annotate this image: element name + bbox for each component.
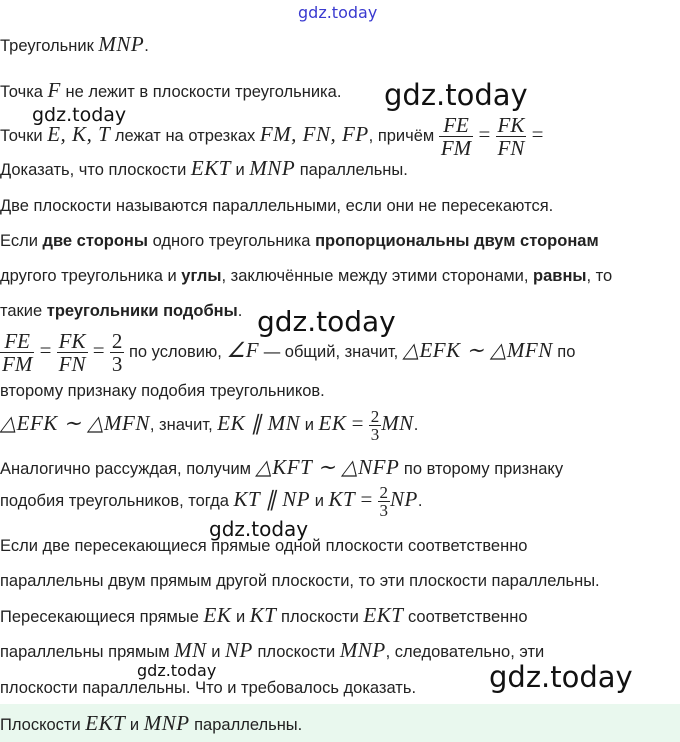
text: по второму признаку <box>399 460 564 478</box>
bold-text: равны <box>533 267 587 285</box>
similarity-ratio-line <box>0 330 575 375</box>
numerator: FK <box>497 113 525 137</box>
given-ratio-line <box>0 114 543 156</box>
text: подобия треугольников, тогда <box>0 491 234 510</box>
numerator: 2 <box>379 483 389 502</box>
text: и <box>206 643 226 661</box>
fraction <box>110 330 125 375</box>
watermark: gdz.today <box>384 78 528 112</box>
numerator: 2 <box>370 407 380 426</box>
denominator: FN <box>497 136 525 156</box>
text: , значит, <box>149 415 218 434</box>
text: Две плоскости называются параллельными, если они не пересекаются. <box>0 197 554 215</box>
answer-box <box>0 704 680 742</box>
denominator: 3 <box>111 352 123 376</box>
numerator: 2 <box>111 329 123 353</box>
text: такие <box>0 302 47 320</box>
text: . <box>144 37 149 55</box>
text: Точки <box>0 126 48 145</box>
similarity-reason-line <box>0 380 325 402</box>
denominator: 3 <box>379 501 389 520</box>
math: EKT <box>85 711 126 735</box>
text: и <box>300 415 319 434</box>
math: EK ∥ MN <box>217 410 301 435</box>
plane-criterion-line-1 <box>0 535 527 557</box>
denominator: FN <box>58 352 86 376</box>
text: и <box>231 608 250 626</box>
text: , то <box>586 267 613 285</box>
text: плоскости <box>252 643 340 661</box>
text: Точка <box>0 83 48 101</box>
math: MNP <box>98 32 145 56</box>
math: NP <box>390 486 418 511</box>
math: ∠F <box>226 337 260 362</box>
watermark: gdz.today <box>257 305 396 338</box>
text: плоскости параллельны. Что и требовалось доказать. <box>0 679 417 697</box>
math: EK <box>318 410 347 435</box>
given-triangle-line <box>0 33 149 57</box>
text: и <box>310 491 329 510</box>
text: . <box>413 415 419 434</box>
math: MNP <box>143 711 190 735</box>
text: — общий, значит, <box>259 342 403 361</box>
text: плоскости <box>276 608 364 626</box>
ek-parallel-line <box>0 408 418 443</box>
equals: = <box>34 337 57 362</box>
math: EKT <box>363 603 404 627</box>
text: второму признаку подобия треугольников. <box>0 382 325 400</box>
math: KT ∥ NP <box>233 486 311 511</box>
plane-criterion-line-2 <box>0 570 600 592</box>
math: KT <box>249 603 277 627</box>
fraction <box>0 330 34 375</box>
parallel-lines-line <box>0 639 544 663</box>
text: параллельны прямым <box>0 643 175 661</box>
text: лежат на отрезках <box>110 126 260 145</box>
text: Треугольник <box>0 37 99 55</box>
math: MN <box>174 638 207 662</box>
answer-line <box>0 712 302 736</box>
kt-parallel-line <box>0 484 422 519</box>
text: параллельны двум прямым другой плоскости, то эти плоскости параллельны. <box>0 572 600 590</box>
text: Плоскости <box>0 716 86 734</box>
watermark: gdz.today <box>32 104 127 126</box>
watermark: gdz.today <box>489 660 633 694</box>
math: KT <box>328 486 356 511</box>
text: , следовательно, эти <box>385 643 545 661</box>
fraction <box>439 114 473 156</box>
equals: = <box>473 121 496 146</box>
text: Если <box>0 232 43 250</box>
text: , заключённые между этими сторонами, <box>221 267 534 285</box>
equals: = <box>355 486 378 511</box>
math: MNP <box>249 156 296 180</box>
watermark: gdz.today <box>209 517 309 541</box>
equals: = <box>526 121 544 146</box>
math: F <box>47 78 61 102</box>
text: и <box>125 716 144 734</box>
fraction <box>369 408 382 443</box>
denominator: FM <box>2 352 33 376</box>
numerator: FE <box>439 114 473 137</box>
text: параллельны. <box>295 161 408 179</box>
bold-text: углы <box>181 267 222 285</box>
text: по <box>552 342 576 361</box>
given-point-line <box>0 79 341 103</box>
theorem-line-1 <box>0 230 599 252</box>
analog-line <box>0 456 563 480</box>
text: Если две пересекающиеся прямые одной плоскости соответственно <box>0 537 528 555</box>
text: Доказать, что плоскости <box>0 161 191 179</box>
fraction <box>57 330 88 375</box>
equals: = <box>346 410 369 435</box>
given-ratio-line-clip <box>0 112 680 156</box>
fraction <box>378 484 391 519</box>
math: E, K, T <box>47 121 111 146</box>
fraction <box>496 114 527 156</box>
text: параллельны. <box>189 716 303 734</box>
text: и <box>230 161 250 179</box>
math: EKT <box>190 156 231 180</box>
text: Пересекающиеся прямые <box>0 608 204 626</box>
watermark: gdz.today <box>137 661 217 680</box>
text: соответственно <box>403 608 528 626</box>
numerator: FE <box>0 330 34 353</box>
conclusion-line <box>0 677 416 699</box>
denominator: 3 <box>370 425 380 444</box>
math: EK <box>203 603 232 627</box>
equals: = <box>87 337 110 362</box>
math: FM, FN, FP <box>259 121 369 146</box>
text: по условию, <box>124 342 227 361</box>
definition-line <box>0 195 553 217</box>
text: , причём <box>368 126 439 145</box>
math: △EFK ∼ △MFN <box>402 337 553 362</box>
text: . <box>237 302 243 320</box>
theorem-line-2 <box>0 265 612 287</box>
math: NP <box>225 638 253 662</box>
text: другого треугольника и <box>0 267 182 285</box>
text: Аналогично рассуждая, получим <box>0 460 256 478</box>
math: △KFT ∼ △NFP <box>255 455 400 479</box>
bold-text: две стороны <box>42 232 148 250</box>
math: △EFK ∼ △MFN <box>0 410 150 435</box>
watermark-top: gdz.today <box>298 3 378 22</box>
text: не лежит в плоскости треугольника. <box>60 83 342 101</box>
numerator: FK <box>58 329 86 353</box>
math: MN <box>381 410 414 435</box>
math: MNP <box>339 638 386 662</box>
text: . <box>417 491 423 510</box>
prove-line <box>0 157 408 181</box>
bold-text: пропорциональны двум сторонам <box>315 232 599 250</box>
intersecting-lines-line <box>0 604 528 628</box>
bold-text: треугольники подобны <box>46 302 238 320</box>
text: одного треугольника <box>148 232 316 250</box>
denominator: FM <box>440 136 472 156</box>
theorem-line-3 <box>0 300 242 322</box>
